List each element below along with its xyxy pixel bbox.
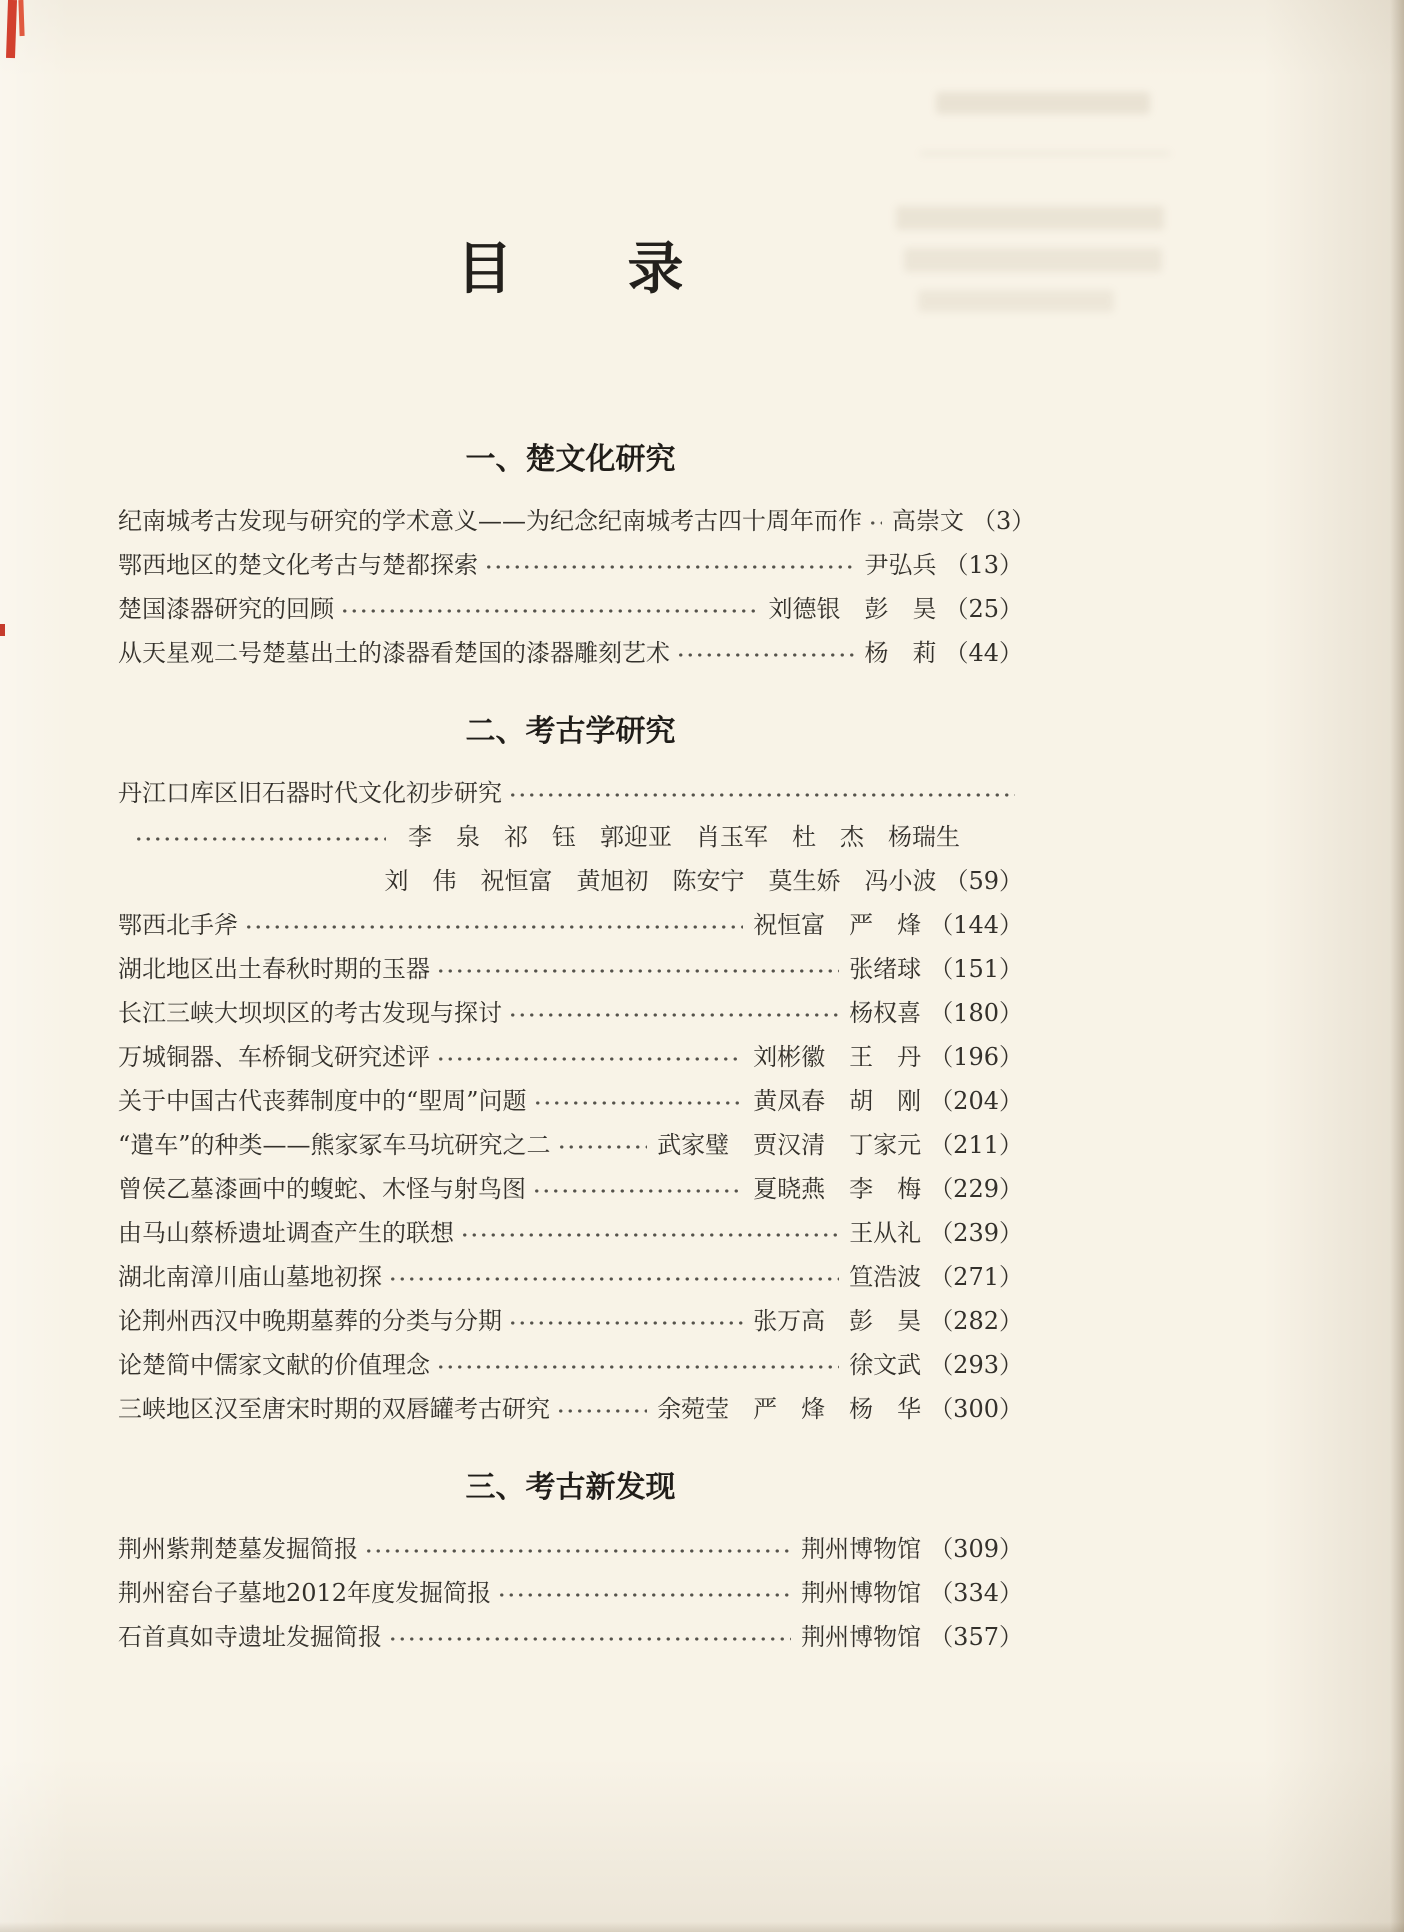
section-heading: 二、考古学研究 [465, 714, 676, 750]
dot-leader [508, 1004, 839, 1026]
toc-entry-row [118, 1123, 1023, 1167]
entry-page-number: （44） [944, 639, 1023, 668]
dot-leader [134, 828, 386, 850]
entry-title: 长江三峡大坝坝区的考古发现与探讨 [118, 999, 502, 1028]
toc-entry-row [118, 1167, 1023, 1211]
toc-entry-row [118, 1571, 1023, 1615]
toc-entry-row [118, 859, 1023, 903]
red-ink-mark [18, 0, 24, 36]
entry-title: 三峡地区汉至唐宋时期的双唇罐考古研究 [118, 1395, 550, 1424]
entry-title: 楚国漆器研究的回顾 [118, 595, 334, 624]
dot-leader [497, 1584, 791, 1606]
entry-page-number: （13） [944, 551, 1023, 580]
entry-authors: 王从礼 [849, 1219, 922, 1248]
toc-entry-row [118, 1079, 1023, 1123]
toc-entry-row [118, 1615, 1023, 1659]
dot-leader [460, 1224, 839, 1246]
entry-page-number: （282） [929, 1307, 1023, 1336]
entry-page-number: （309） [929, 1535, 1023, 1564]
entry-authors: 刘 伟 祝恒富 黄旭初 陈安宁 莫生娇 冯小波 [384, 867, 937, 896]
entry-authors: 杨权喜 [849, 999, 922, 1028]
entry-page-number: （25） [944, 595, 1023, 624]
section-heading: 三、考古新发现 [465, 1470, 676, 1506]
dot-leader [532, 1180, 743, 1202]
entry-page-number: （204） [929, 1087, 1023, 1116]
entry-title: 万城铜器、车桥铜戈研究述评 [118, 1043, 430, 1072]
entry-title: 关于中国古代丧葬制度中的“堲周”问题 [118, 1087, 527, 1116]
entry-title: 丹江口库区旧石器时代文化初步研究 [118, 779, 502, 808]
red-ink-mark [6, 0, 17, 58]
toc-entry-row [118, 1255, 1023, 1299]
entry-page-number: （229） [929, 1175, 1023, 1204]
toc-entry-row [118, 543, 1023, 587]
entry-authors: 余菀莹 严 烽 杨 华 [657, 1395, 922, 1424]
toc-entry-row [118, 1343, 1023, 1387]
entry-page-number: （211） [929, 1131, 1023, 1160]
entry-page-number: （3） [972, 507, 1036, 536]
toc-entry-row [118, 1299, 1023, 1343]
entry-authors: 张万高 彭 昊 [753, 1307, 922, 1336]
entry-authors: 尹弘兵 [864, 551, 937, 580]
toc-entry-row [118, 903, 1023, 947]
toc-entry-row [118, 1211, 1023, 1255]
entry-title: 从天星观二号楚墓出土的漆器看楚国的漆器雕刻艺术 [118, 639, 670, 668]
dot-leader [676, 644, 854, 666]
entry-title: 鄂西地区的楚文化考古与楚都探索 [118, 551, 478, 580]
page-bottom-shadow [0, 1922, 1404, 1932]
dot-leader [484, 556, 854, 578]
entry-title: 湖北南漳川庙山墓地初探 [118, 1263, 382, 1292]
toc-entry-row [118, 499, 1036, 543]
dot-leader [436, 1356, 839, 1378]
entry-page-number: （293） [929, 1351, 1023, 1380]
toc-content [118, 0, 1036, 1659]
entry-title: 荆州窑台子墓地2012年度发掘简报 [118, 1579, 492, 1608]
toc-entry-row [118, 771, 1023, 815]
entry-authors: 武家璧 贾汉清 丁家元 [657, 1131, 922, 1160]
entry-title: 湖北地区出土春秋时期的玉器 [118, 955, 430, 984]
dot-leader [868, 512, 882, 534]
entry-authors: 刘彬徽 王 丹 [753, 1043, 922, 1072]
entry-authors: 荆州博物馆 [801, 1579, 922, 1608]
toc-entry-row [118, 815, 1023, 859]
entry-authors: 夏晓燕 李 梅 [753, 1175, 922, 1204]
toc-entry-row [118, 1527, 1023, 1571]
dot-leader [436, 1048, 743, 1070]
red-ink-mark [0, 624, 5, 636]
entry-authors: 张绪球 [849, 955, 922, 984]
entry-page-number: （357） [929, 1623, 1023, 1652]
entry-page-number: （334） [929, 1579, 1023, 1608]
entry-authors: 李 泉 祁 钰 郭迎亚 肖玉军 杜 杰 杨瑞生 [408, 823, 960, 852]
entry-title: “遣车”的种类——熊家冢车马坑研究之二 [118, 1131, 551, 1160]
dot-leader [508, 784, 1015, 806]
toc-entry-row [118, 991, 1023, 1035]
toc-list [118, 437, 1036, 1659]
entry-authors: 荆州博物馆 [801, 1623, 922, 1652]
dot-leader [388, 1268, 839, 1290]
dot-leader [557, 1136, 648, 1158]
toc-entry-row [118, 587, 1023, 631]
page-title: 目 录 [456, 236, 685, 302]
entry-authors: 刘德银 彭 昊 [768, 595, 937, 624]
entry-authors: 祝恒富 严 烽 [753, 911, 922, 940]
toc-entry-row [118, 631, 1023, 675]
entry-page-number: （151） [929, 955, 1023, 984]
entry-authors: 荆州博物馆 [801, 1535, 922, 1564]
toc-entry-row [118, 1035, 1023, 1079]
dot-leader [508, 1312, 743, 1334]
entry-title: 石首真如寺遗址发掘简报 [118, 1623, 382, 1652]
entry-title: 纪南城考古发现与研究的学术意义——为纪念纪南城考古四十周年而作 [118, 507, 862, 536]
entry-page-number: （196） [929, 1043, 1023, 1072]
entry-page-number: （180） [929, 999, 1023, 1028]
page-edge-shadow [1390, 0, 1404, 1932]
dot-leader [533, 1092, 744, 1114]
entry-title: 由马山蔡桥遗址调查产生的联想 [118, 1219, 454, 1248]
entry-page-number: （300） [929, 1395, 1023, 1424]
entry-title: 荆州紫荆楚墓发掘简报 [118, 1535, 358, 1564]
toc-entry-row [118, 1387, 1023, 1431]
entry-page-number: （144） [929, 911, 1023, 940]
entry-title: 论楚简中儒家文献的价值理念 [118, 1351, 430, 1380]
entry-title: 论荆州西汉中晚期墓葬的分类与分期 [118, 1307, 502, 1336]
entry-authors: 徐文武 [849, 1351, 922, 1380]
dot-leader [244, 916, 743, 938]
entry-page-number: （59） [944, 867, 1023, 896]
entry-page-number: （271） [929, 1263, 1023, 1292]
toc-entry-row [118, 947, 1023, 991]
dot-leader [364, 1540, 791, 1562]
dot-leader [556, 1400, 647, 1422]
entry-authors: 黄凤春 胡 刚 [753, 1087, 922, 1116]
entry-title: 鄂西北手斧 [118, 911, 238, 940]
dot-leader [340, 600, 758, 622]
entry-page-number: （239） [929, 1219, 1023, 1248]
section-heading: 一、楚文化研究 [465, 442, 676, 478]
entry-authors: 高崇文 [892, 507, 964, 536]
entry-title: 曾侯乙墓漆画中的蝮蛇、木怪与射鸟图 [118, 1175, 526, 1204]
entry-authors: 笪浩波 [849, 1263, 922, 1292]
dot-leader [436, 960, 839, 982]
entry-authors: 杨 莉 [864, 639, 937, 668]
dot-leader [388, 1628, 791, 1650]
